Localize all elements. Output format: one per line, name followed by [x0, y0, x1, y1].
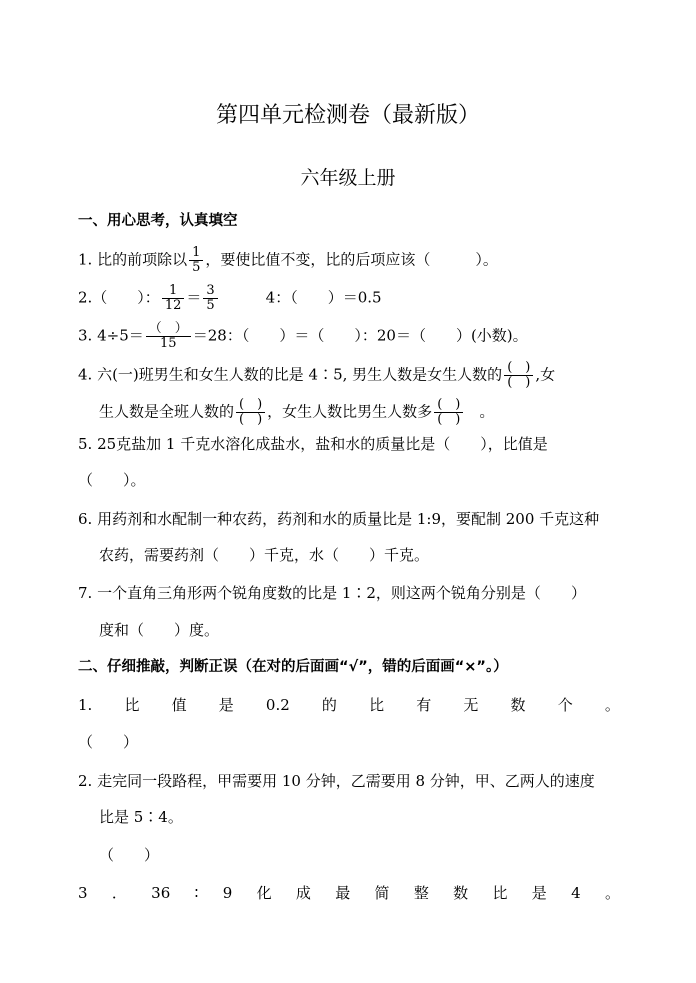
- token: 比: [492, 884, 508, 902]
- q1-1-text-a: 1. 比的前项除以: [78, 250, 188, 269]
- section-2-heading: 二、仔细推敲，判断正误（在对的后面画“√”，错的后面画“×”。）: [78, 659, 508, 675]
- question-2-1-answer: （ ）: [78, 733, 139, 751]
- q1-1-text-b: ，要使比值不变，比的后项应该（ ）。: [205, 250, 498, 269]
- question-1-7-line-1: 7. 一个直角三角形两个锐角度数的比是 1∶2，则这两个锐角分别是（ ）: [78, 584, 586, 602]
- token: 。: [604, 696, 620, 714]
- question-1-1: [78, 246, 498, 275]
- token: 数: [510, 696, 526, 714]
- fraction-numerator: ( ): [504, 361, 533, 376]
- question-1-6-line-1: 6. 用药剂和水配制一种农药，药剂和水的质量比是 1:9，要配制 200 千克这种: [78, 510, 600, 528]
- page-title: 第四单元检测卷（最新版）: [215, 103, 480, 128]
- section-1-heading: 一、用心思考，认真填空: [78, 213, 238, 229]
- question-1-3: [78, 322, 528, 351]
- token: 是: [218, 696, 234, 714]
- fraction-denominator: ( ): [507, 375, 531, 390]
- token: 成: [295, 884, 311, 902]
- token: 36: [151, 884, 171, 902]
- token: 。: [604, 884, 620, 902]
- fraction-blank: [434, 398, 463, 427]
- question-2-3-line-1: [78, 883, 620, 903]
- fraction: [203, 284, 217, 313]
- q1-2-text-b: 4：（ ）＝0.5: [265, 288, 382, 307]
- token: 无: [463, 696, 479, 714]
- q1-4-text-e: 。: [479, 402, 495, 421]
- question-1-5-line-2: （ ）。: [78, 471, 146, 489]
- fraction-numerator: ( ): [236, 398, 265, 413]
- fraction-numerator: 1: [162, 284, 185, 299]
- token: 比: [124, 696, 140, 714]
- fraction-denominator: 12: [164, 298, 182, 313]
- token: 个: [557, 696, 573, 714]
- question-1-4-line-1: [78, 361, 555, 390]
- fraction-numerator: 3: [203, 284, 217, 299]
- q1-4-text-c: 生人数是全班人数的: [99, 402, 235, 421]
- fraction-blank: [504, 361, 533, 390]
- token: ．: [111, 884, 127, 902]
- token: 数: [453, 884, 469, 902]
- question-1-2: [78, 284, 382, 313]
- q1-3-text-a: 3. 4÷5＝: [78, 326, 144, 345]
- token: 值: [171, 696, 187, 714]
- fraction-numerator: 1: [189, 246, 203, 261]
- fraction-denominator: ( ): [437, 412, 461, 427]
- token: 最: [335, 884, 351, 902]
- fraction: [189, 246, 203, 275]
- token: 1.: [78, 696, 93, 714]
- token: 有: [416, 696, 432, 714]
- token: 整: [413, 884, 429, 902]
- fraction-denominator: 5: [206, 298, 215, 313]
- equals-sign: ＝: [186, 288, 202, 307]
- question-2-2-line-1: 2. 走完同一段路程，甲需要用 10 分钟，乙需要用 8 分钟，甲、乙两人的速度: [78, 772, 595, 790]
- token: 是: [531, 884, 547, 902]
- q1-2-text-a: 2.（ ）：: [78, 288, 160, 307]
- fraction-denominator: ( ): [239, 412, 263, 427]
- fraction-denominator: 15: [159, 336, 177, 351]
- token: 9: [222, 884, 233, 902]
- question-1-7-line-2: 度和（ ）度。: [99, 621, 220, 639]
- token: 化: [256, 884, 272, 902]
- fraction-blank: [236, 398, 265, 427]
- token: 0.2: [265, 696, 290, 714]
- fraction-denominator: 5: [192, 260, 201, 275]
- question-1-5-line-1: 5. 25克盐加 1 千克水溶化成盐水，盐和水的质量比是（ ），比值是: [78, 435, 548, 453]
- q1-4-text-b: ,女: [535, 365, 556, 384]
- question-2-2-answer: （ ）: [99, 846, 160, 864]
- question-2-2-line-2: 比是 5∶4。: [99, 808, 183, 826]
- token: 4: [571, 884, 581, 902]
- page-subtitle: 六年级上册: [300, 167, 396, 189]
- fraction-numerator: （ ）: [146, 322, 191, 337]
- token: 3: [78, 884, 88, 902]
- q1-4-text-d: ，女生人数比男生人数多: [267, 402, 433, 421]
- token: 的: [321, 696, 337, 714]
- q1-3-text-b: ＝28：（ ）＝（ ）：20＝（ ）(小数)。: [192, 326, 528, 345]
- token: ∶: [194, 884, 199, 902]
- q1-4-text-a: 4. 六(一)班男生和女生人数的比是 4∶5, 男生人数是女生人数的: [78, 365, 503, 384]
- question-1-4-line-2: [99, 398, 494, 427]
- token: 比: [369, 696, 385, 714]
- question-2-1-line-1: [78, 695, 620, 715]
- fraction: [162, 284, 185, 313]
- fraction: [146, 322, 191, 351]
- token: 简: [374, 884, 390, 902]
- question-1-6-line-2: 农药，需要药剂（ ）千克，水（ ）千克。: [99, 546, 430, 564]
- fraction-numerator: ( ): [434, 398, 463, 413]
